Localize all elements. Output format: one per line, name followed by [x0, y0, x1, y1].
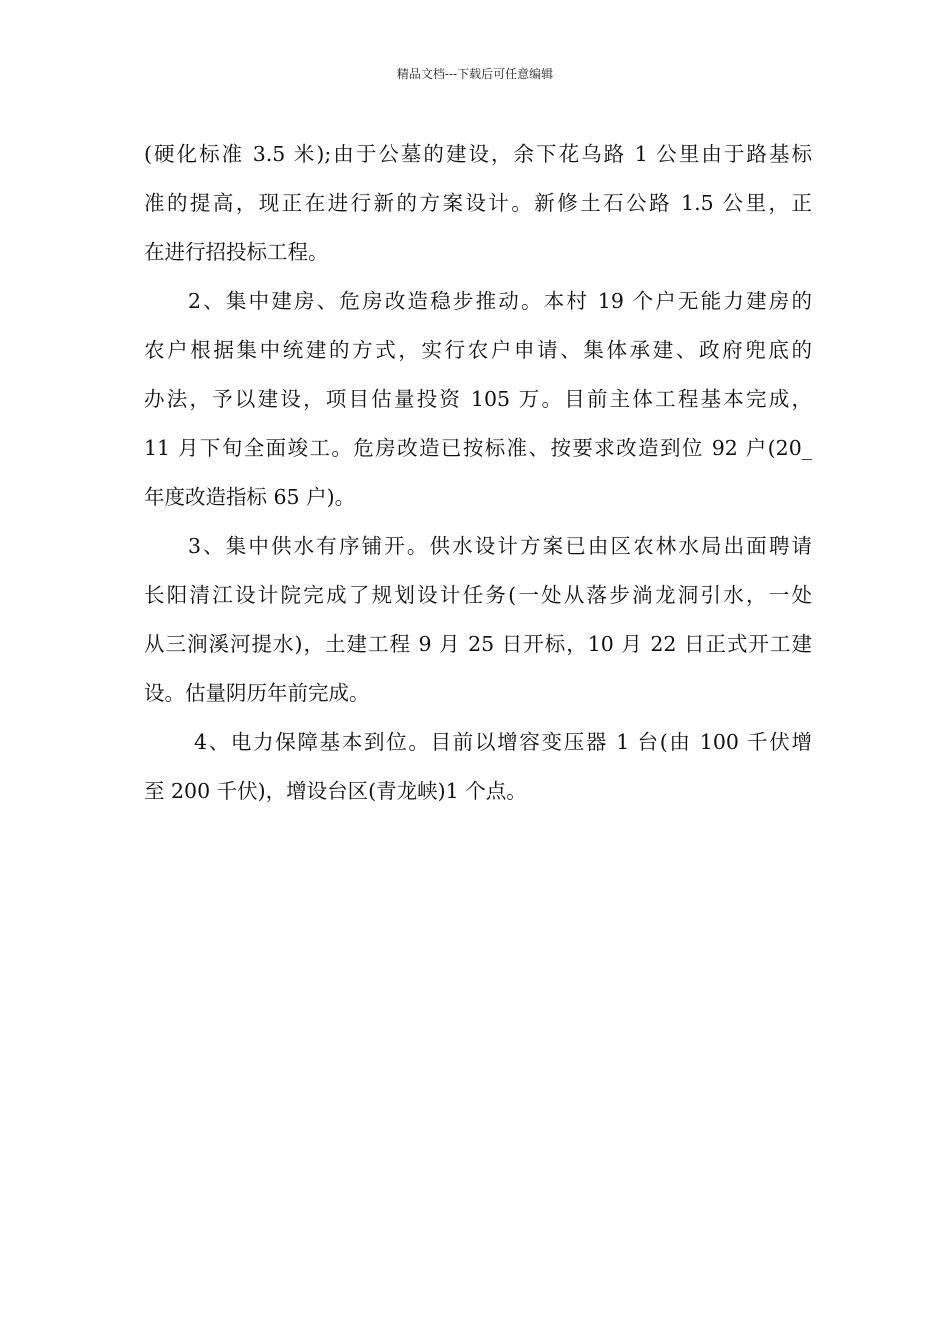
text-line: 年度改造指标 65 户)。: [144, 485, 356, 509]
text-line: 4、电力保障基本到位。目前以增容变压器 1 台(由 100 千伏增: [194, 730, 812, 754]
text-line: 从三涧溪河提水)，土建工程 9 月 25 日开标，10 月 22 日正式开工建: [144, 632, 812, 656]
text-line: 至 200 千伏)，增设台区(青龙峡)1 个点。: [144, 779, 527, 803]
page-header: 精品文档---下载后可任意编辑: [396, 67, 554, 81]
text-line: 农户根据集中统建的方式，实行农户申请、集体承建、政府兜底的: [144, 338, 812, 362]
paragraph-water-supply: [144, 522, 812, 718]
text-line: 长阳清江设计院完成了规划设计任务(一处从落步淌龙洞引水，一处: [144, 583, 812, 607]
text-line: 设。估量阴历年前完成。: [144, 681, 370, 705]
document-body: [144, 130, 812, 816]
paragraph-housing-reconstruction: [144, 277, 812, 522]
text-line: 11 月下旬全面竣工。危房改造已按标准、按要求改造到位 92 户(20_: [144, 436, 812, 460]
paragraph-road-construction: [144, 130, 812, 277]
text-line: 准的提高，现正在进行新的方案设计。新修土石公路 1.5 公里，正: [144, 191, 812, 215]
text-line: 办法，予以建设，项目估量投资 105 万。目前主体工程基本完成，: [144, 387, 812, 411]
text-line: 在进行招投标工程。: [144, 240, 329, 264]
paragraph-power-supply: [144, 718, 812, 816]
text-line: 3、集中供水有序铺开。供水设计方案已由区农林水局出面聘请: [188, 534, 812, 558]
text-line: (硬化标准 3.5 米);由于公墓的建设，余下花乌路 1 公里由于路基标: [144, 142, 812, 166]
text-line: 2、集中建房、危房改造稳步推动。本村 19 个户无能力建房的: [188, 289, 812, 313]
